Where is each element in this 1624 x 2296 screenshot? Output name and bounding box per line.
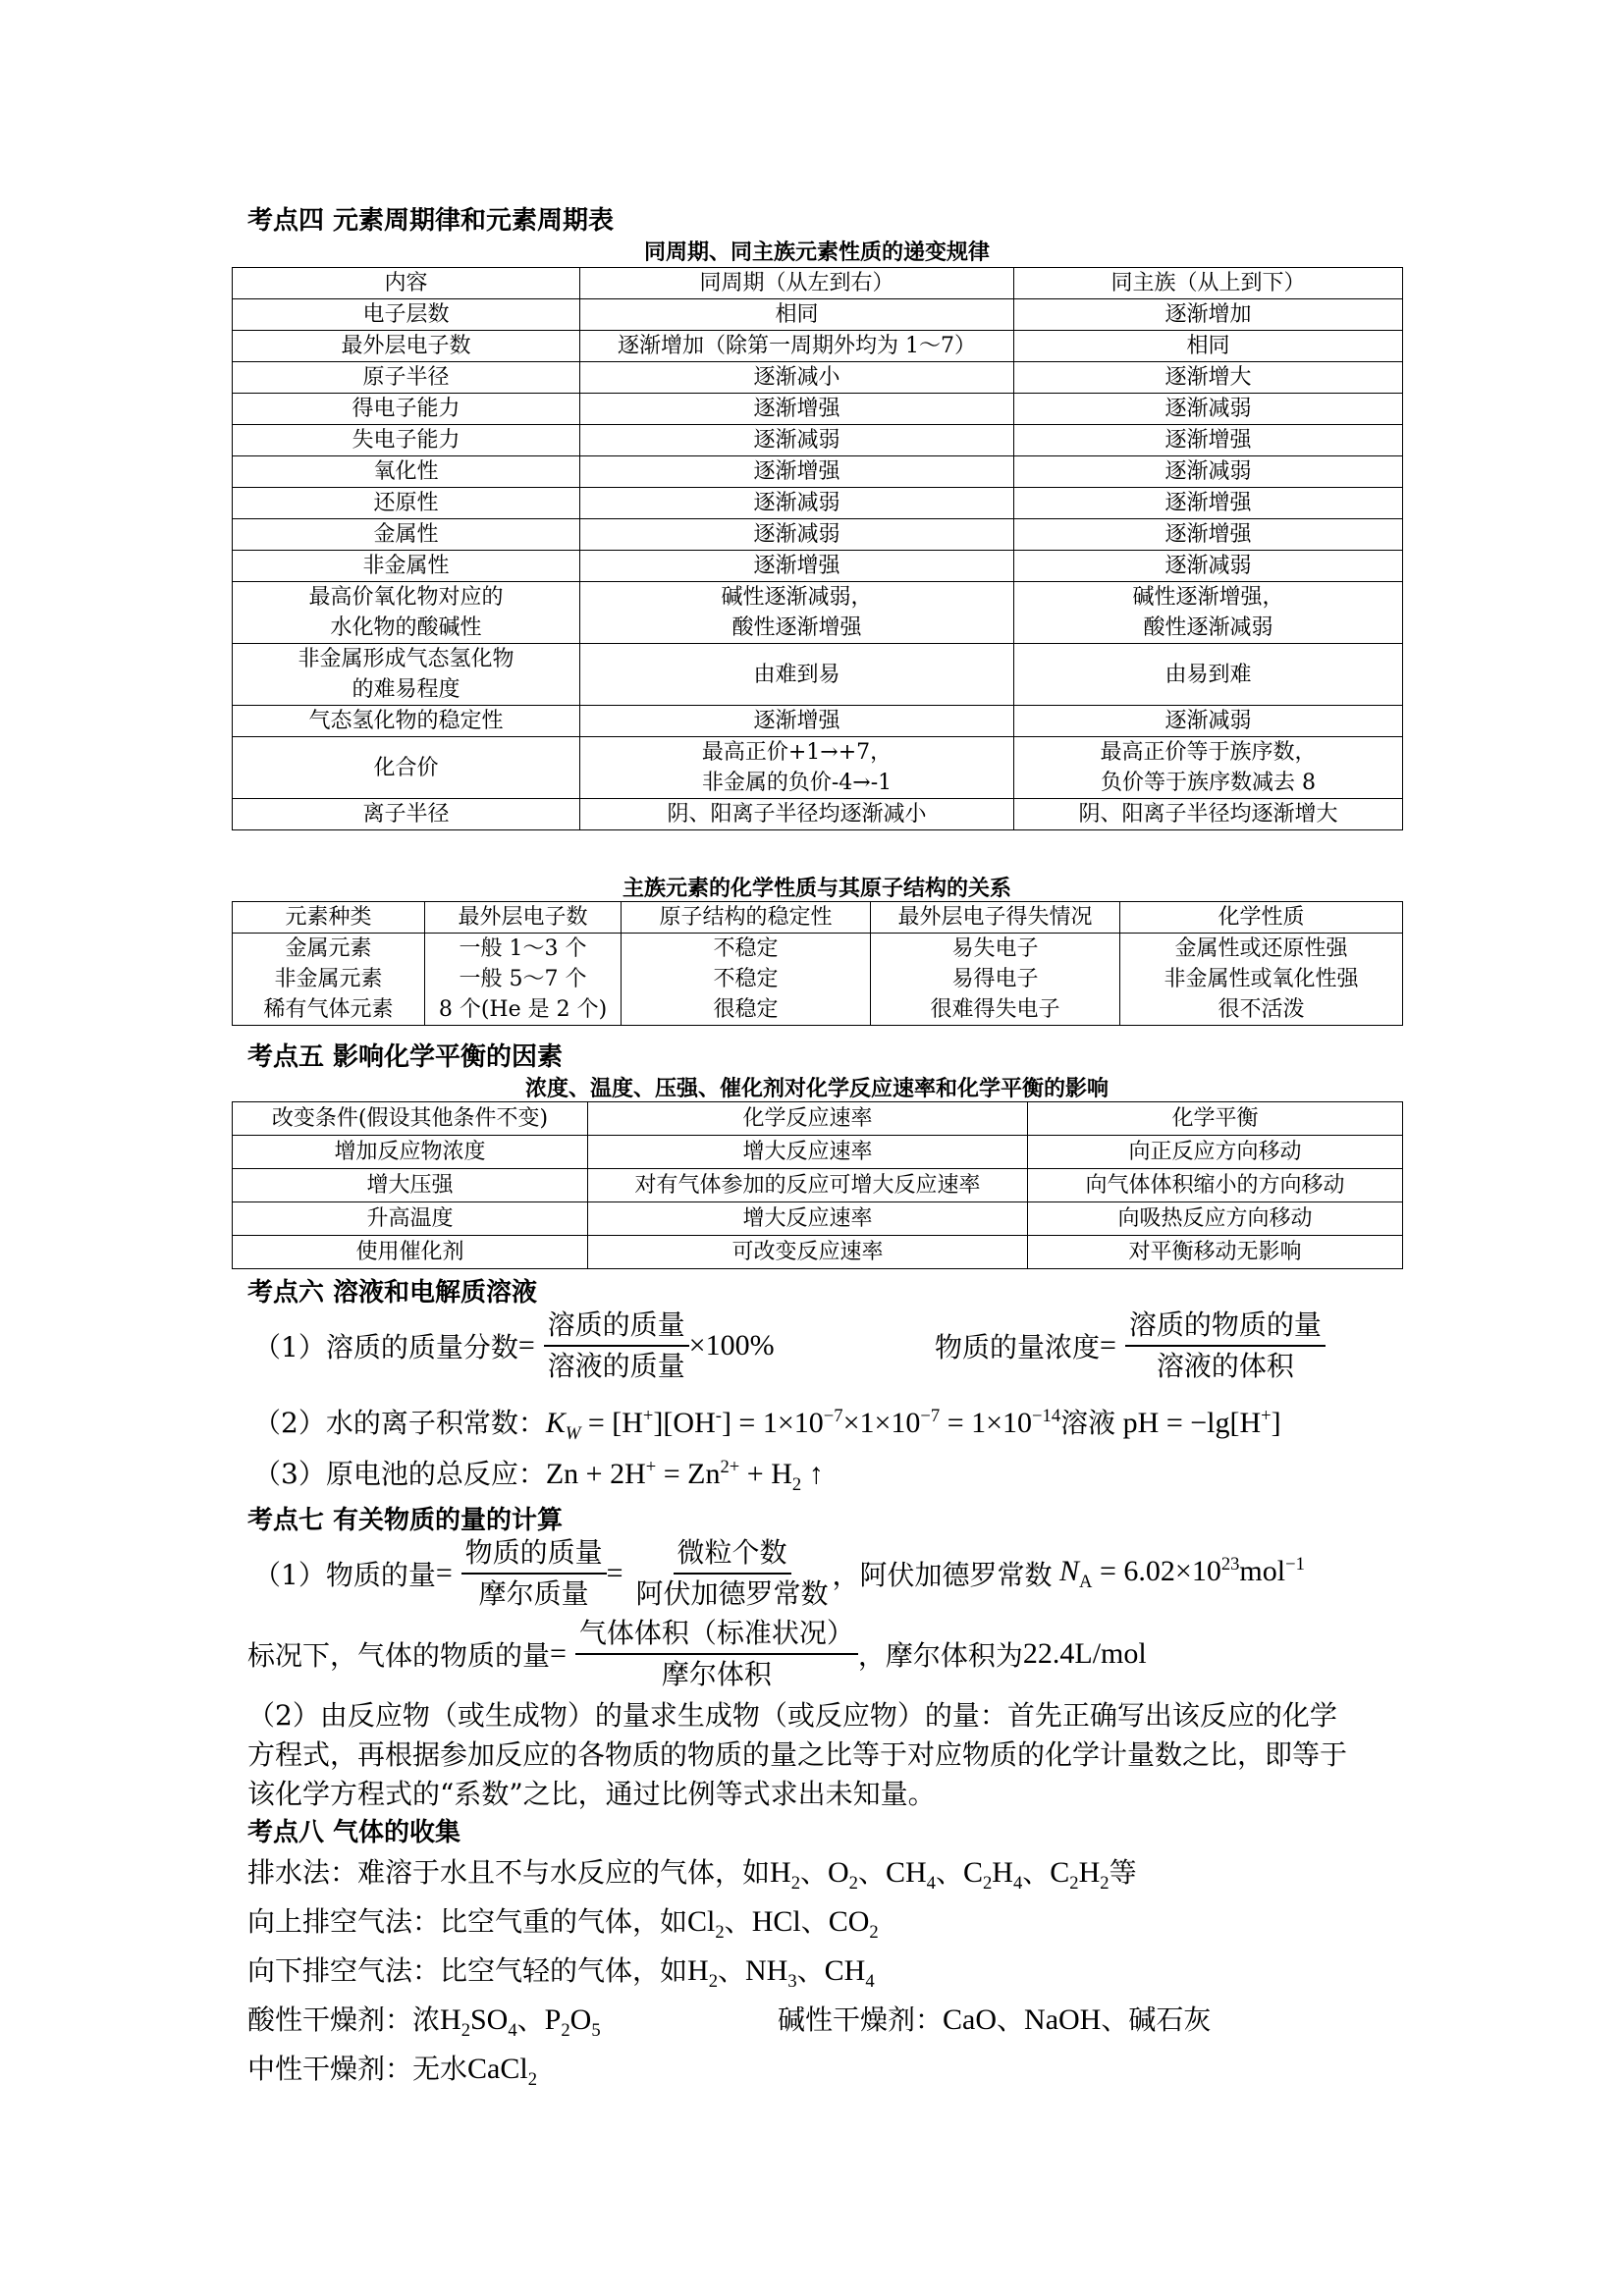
table-cell: 逐渐减弱 xyxy=(1014,456,1403,488)
table-cell: 相同 xyxy=(580,299,1014,331)
header-cell: 改变条件(假设其他条件不变) xyxy=(233,1102,588,1136)
table-cell: 最高正价+1→+7， 非金属的负价-4→-1 xyxy=(580,737,1014,799)
table-cell: 碱性逐渐增强， 酸性逐渐减弱 xyxy=(1014,582,1403,644)
table-row xyxy=(233,934,1403,1026)
row-label-cell: 最高价氧化物对应的 水化物的酸碱性 xyxy=(233,582,580,644)
numerator: 气体体积（标准状况） xyxy=(575,1614,858,1655)
table-cell: 阴、阳离子半径均逐渐增大 xyxy=(1014,799,1403,830)
section-5-heading: 考点五 影响化学平衡的因素 xyxy=(247,1042,564,1072)
table-cell: 对平衡移动无影响 xyxy=(1028,1236,1403,1269)
volume-over-molar-volume xyxy=(575,1614,858,1694)
table-cell: 逐渐增强 xyxy=(580,456,1014,488)
table-row xyxy=(233,299,1403,331)
table-cell: 逐渐增强 xyxy=(1014,519,1403,551)
row-label-cell: 最外层电子数 xyxy=(233,331,580,362)
water-displacement-line: 排水法：难溶于水且不与水反应的气体，如$H_2$、$O_2$、$CH_4$、$C_2H_4$、$C_2H_2$等 xyxy=(247,1856,1137,1894)
table-cell: 逐渐增加 xyxy=(1014,299,1403,331)
header-cell: 内容 xyxy=(233,268,580,299)
percent-term: ×100% xyxy=(688,1329,775,1362)
table-row xyxy=(233,706,1403,737)
table-row xyxy=(233,1169,1403,1202)
row-label-cell: 电子层数 xyxy=(233,299,580,331)
table-cell: 对有气体参加的反应可增大反应速率 xyxy=(588,1169,1028,1202)
table-cell: 金属元素 非金属元素 稀有气体元素 xyxy=(233,934,425,1026)
upward-air-line: 向上排空气法：比空气重的气体，如$Cl_2$、HCl、$CO_2$ xyxy=(247,1905,879,1943)
table-row xyxy=(233,331,1403,362)
table-cell: 逐渐增强 xyxy=(1014,425,1403,456)
solution-label: 溶液 xyxy=(1060,1407,1116,1439)
row-label-cell: 非金属性 xyxy=(233,551,580,582)
molarity-fraction xyxy=(1125,1306,1326,1386)
table-1-caption: 同周期、同主族元素性质的递变规律 xyxy=(643,240,990,265)
molarity-label: 物质的量浓度 xyxy=(935,1331,1101,1363)
row-label-cell: 离子半径 xyxy=(233,799,580,830)
table-cell: 逐渐减弱 xyxy=(580,488,1014,519)
galvanic-cell-formula: （3）原电池的总反应：$Zn + 2H^+ = Zn^{2+} + H_2$ ↑ xyxy=(253,1457,824,1495)
row-label-cell: 原子半径 xyxy=(233,362,580,394)
mass-fraction-label: （1）溶质的质量分数 xyxy=(253,1331,518,1363)
galvanic-cell-label: （3）原电池的总反应： xyxy=(253,1458,546,1490)
soda-lime-label: 碱石灰 xyxy=(1128,2003,1212,2036)
denominator: 摩尔体积 xyxy=(661,1658,772,1690)
header-cell: 同主族（从上到下） xyxy=(1014,268,1403,299)
row-label-cell: 气态氢化物的稳定性 xyxy=(233,706,580,737)
header-cell: 化学平衡 xyxy=(1028,1102,1403,1136)
table-cell: 逐渐减弱 xyxy=(580,425,1014,456)
table-cell: 相同 xyxy=(1014,331,1403,362)
neutral-desiccant-line: 中性干燥剂：无水CaCl$_2$ xyxy=(247,2053,537,2090)
section-7-heading: 考点七 有关物质的量的计算 xyxy=(247,1506,564,1535)
row-label-cell: 得电子能力 xyxy=(233,394,580,425)
row-label-cell: 非金属形成气态氢化物 的难易程度 xyxy=(233,644,580,706)
neutral-desiccant-label: 中性干燥剂：无水 xyxy=(247,2053,468,2085)
table-row xyxy=(233,425,1403,456)
table-2-caption: 主族元素的化学性质与其原子结构的关系 xyxy=(622,877,1011,901)
table-cell: 逐渐增大 xyxy=(1014,362,1403,394)
amount-label: （1）物质的量 xyxy=(253,1559,436,1591)
denominator: 溶液的体积 xyxy=(1156,1350,1294,1382)
table-cell: 向气体体积缩小的方向移动 xyxy=(1028,1169,1403,1202)
table-cell: 碱性逐渐减弱， 酸性逐渐增强 xyxy=(580,582,1014,644)
numerator: 物质的质量 xyxy=(461,1533,607,1575)
denominator: 溶液的质量 xyxy=(547,1350,685,1382)
amount-of-substance-formula: （1）物质的量= $\frac{\text{物质的质量}}{\text{摩尔质量}}$ = $\frac{\text{微粒个数}}{\text{阿伏加德罗常数}}$ ，阿伏加德罗常数 $N_A = 6.02\times 10^{23}mol^{-1}$ xyxy=(253,1533,1305,1614)
table-cell: 逐渐减弱 xyxy=(580,519,1014,551)
header-cell: 元素种类 xyxy=(233,902,425,934)
header-cell: 原子结构的稳定性 xyxy=(622,902,871,934)
table-row xyxy=(233,519,1403,551)
table-cell: 由易到难 xyxy=(1014,644,1403,706)
table-row xyxy=(233,551,1403,582)
upward-air-label: 向上排空气法：比空气重的气体，如 xyxy=(247,1905,688,1938)
denominator: 摩尔质量 xyxy=(478,1577,589,1610)
table-row xyxy=(233,456,1403,488)
etc-label: 等 xyxy=(1109,1856,1137,1889)
table-row xyxy=(233,737,1403,799)
table-cell: 可改变反应速率 xyxy=(588,1236,1028,1269)
equilibrium-factors-table xyxy=(232,1101,1403,1269)
table-header-row xyxy=(233,1102,1403,1136)
table-row xyxy=(233,1136,1403,1169)
basic-desiccant-line: 碱性干燥剂：CaO、NaOH、碱石灰 xyxy=(778,2003,1212,2036)
particles-over-avogadro xyxy=(632,1533,833,1614)
table-row xyxy=(233,362,1403,394)
header-cell: 化学反应速率 xyxy=(588,1102,1028,1136)
paragraph-line-1: （2）由反应物（或生成物）的量求生成物（或反应物）的量：首先正确写出该反应的化学 xyxy=(247,1699,1337,1732)
row-label-cell: 化合价 xyxy=(233,737,580,799)
acidic-desiccant-label: 酸性干燥剂：浓 xyxy=(247,2003,441,2036)
paragraph-line-2: 方程式，再根据参加反应的各物质的物质的量之比等于对应物质的化学计量数之比，即等于 xyxy=(247,1738,1348,1771)
row-label-cell: 还原性 xyxy=(233,488,580,519)
table-cell: 逐渐增强 xyxy=(580,551,1014,582)
header-cell: 化学性质 xyxy=(1120,902,1403,934)
row-label-cell: 升高温度 xyxy=(233,1202,588,1236)
table-cell: 易失电子 易得电子 很难得失电子 xyxy=(871,934,1120,1026)
table-cell: 由难到易 xyxy=(580,644,1014,706)
mass-fraction-formula: （1）溶质的质量分数= $\frac{\text{溶质的质量}}{\text{溶液的质量}}$ ×100% xyxy=(253,1306,775,1386)
row-label-cell: 增大压强 xyxy=(233,1169,588,1202)
table-row xyxy=(233,799,1403,830)
header-cell: 最外层电子数 xyxy=(425,902,622,934)
table-header-row xyxy=(233,268,1403,299)
table-row xyxy=(233,582,1403,644)
section-6-heading: 考点六 溶液和电解质溶液 xyxy=(247,1278,538,1308)
header-cell: 最外层电子得失情况 xyxy=(871,902,1120,934)
table-cell: 一般 1～3 个 一般 5～7 个 8 个(He 是 2 个) xyxy=(425,934,622,1026)
row-label-cell: 金属性 xyxy=(233,519,580,551)
basic-desiccant-label: 碱性干燥剂： xyxy=(778,2003,944,2036)
downward-air-label: 向下排空气法：比空气轻的气体，如 xyxy=(247,1954,688,1987)
water-displacement-label: 排水法：难溶于水且不与水反应的气体，如 xyxy=(247,1856,771,1889)
header-cell: 同周期（从左到右） xyxy=(580,268,1014,299)
table-cell: 逐渐减弱 xyxy=(1014,394,1403,425)
row-label-cell: 失电子能力 xyxy=(233,425,580,456)
numerator: 微粒个数 xyxy=(674,1533,791,1575)
table-row xyxy=(233,394,1403,425)
molar-volume-label: ，摩尔体积为 xyxy=(857,1639,1023,1672)
table-cell: 向正反应方向移动 xyxy=(1028,1136,1403,1169)
water-ion-label: （2）水的离子积常数： xyxy=(253,1407,546,1439)
denominator: 阿伏加德罗常数 xyxy=(635,1577,829,1610)
acidic-desiccant-line: 酸性干燥剂：浓$H_2SO_4$、$P_2O_5$ xyxy=(247,2003,601,2041)
table-cell: 逐渐减弱 xyxy=(1014,706,1403,737)
avogadro-label: ，阿伏加德罗常数 xyxy=(832,1559,1053,1591)
mass-over-molar-mass xyxy=(461,1533,607,1614)
table-row xyxy=(233,488,1403,519)
row-label-cell: 使用催化剂 xyxy=(233,1236,588,1269)
molar-volume-value: 22.4L/mol xyxy=(1022,1637,1147,1670)
section-4-heading: 考点四 元素周期律和元素周期表 xyxy=(247,206,615,236)
table-header-row xyxy=(233,902,1403,934)
mass-fraction-fraction xyxy=(544,1306,689,1386)
table-cell: 向吸热反应方向移动 xyxy=(1028,1202,1403,1236)
periodic-trends-table xyxy=(232,267,1403,830)
row-label-cell: 氧化性 xyxy=(233,456,580,488)
table-cell: 阴、阳离子半径均逐渐减小 xyxy=(580,799,1014,830)
table-row xyxy=(233,644,1403,706)
table-row xyxy=(233,1236,1403,1269)
section-8-heading: 考点八 气体的收集 xyxy=(247,1818,461,1847)
table-3-caption: 浓度、温度、压强、催化剂对化学反应速率和化学平衡的影响 xyxy=(524,1077,1109,1101)
row-label-cell: 增加反应物浓度 xyxy=(233,1136,588,1169)
numerator: 溶质的物质的量 xyxy=(1125,1306,1326,1347)
molarity-formula: 物质的量浓度= $\frac{\text{溶质的物质的量}}{\text{溶液的体积}}$ xyxy=(935,1306,1326,1386)
table-cell: 逐渐增强 xyxy=(1014,488,1403,519)
numerator: 溶质的质量 xyxy=(544,1306,689,1347)
water-ion-product-formula: （2）水的离子积常数：$K_W = [H^+][OH^-] = 1\times 10^{-7}\times 1\times 10^{-7} = 1\times 10^{-14}$溶液 pH = −lg[H+] xyxy=(253,1406,1281,1444)
element-structure-table xyxy=(232,901,1403,1026)
table-cell: 金属性或还原性强 非金属性或氧化性强 很不活泼 xyxy=(1120,934,1403,1026)
table-cell: 逐渐减小 xyxy=(580,362,1014,394)
gas-volume-formula: 标况下，气体的物质的量= $\frac{\text{气体体积（标准状况）}}{\text{摩尔体积}}$ ，摩尔体积为22.4L/mol xyxy=(247,1614,1147,1694)
paragraph-line-3: 该化学方程式的“系数”之比，通过比例等式求出未知量。 xyxy=(247,1778,936,1810)
table-row xyxy=(233,1202,1403,1236)
table-cell: 增大反应速率 xyxy=(588,1136,1028,1169)
table-cell: 不稳定 不稳定 很稳定 xyxy=(622,934,871,1026)
table-cell: 逐渐增强 xyxy=(580,706,1014,737)
table-cell: 最高正价等于族序数， 负价等于族序数减去 8 xyxy=(1014,737,1403,799)
downward-air-line: 向下排空气法：比空气轻的气体，如$H_2$、$NH_3$、$CH_4$ xyxy=(247,1954,875,1992)
table-cell: 逐渐增加（除第一周期外均为 1～7） xyxy=(580,331,1014,362)
table-cell: 逐渐减弱 xyxy=(1014,551,1403,582)
table-cell: 增大反应速率 xyxy=(588,1202,1028,1236)
table-cell: 逐渐增强 xyxy=(580,394,1014,425)
gas-amount-label: 标况下，气体的物质的量 xyxy=(247,1639,551,1672)
